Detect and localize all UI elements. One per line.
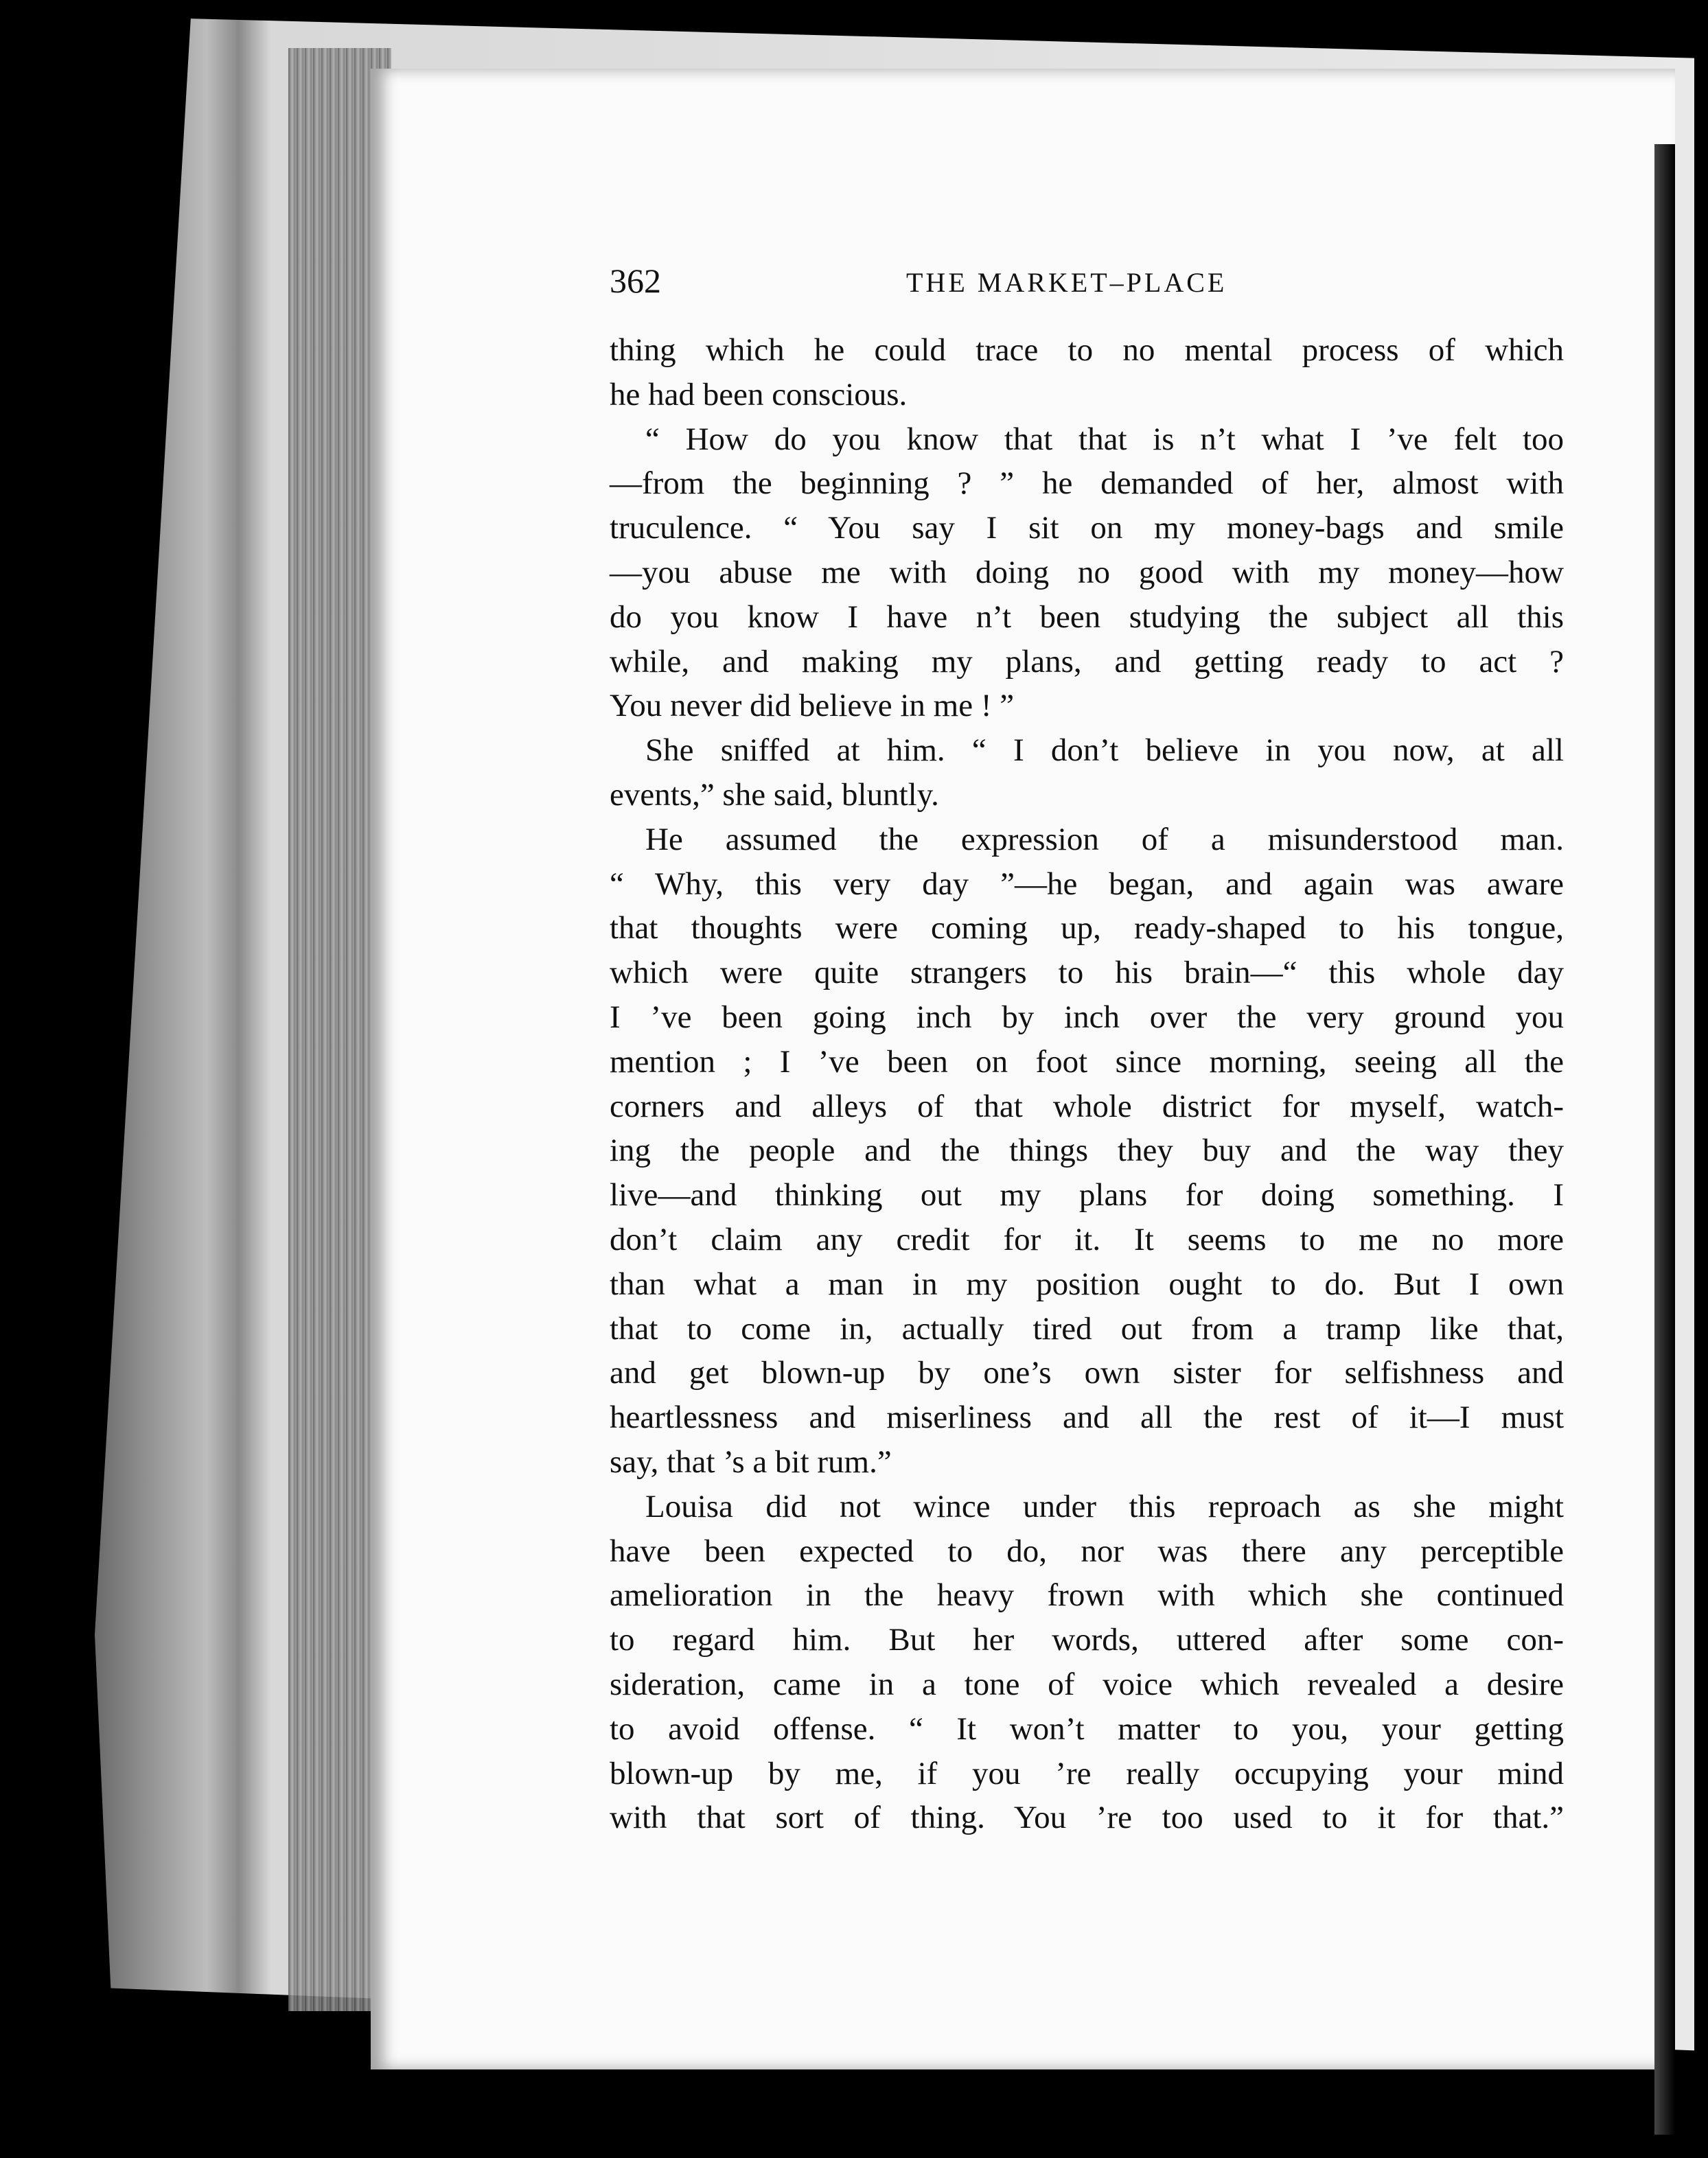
text-line: heartlessness and miserliness and all the rest of it—I must	[610, 1400, 1564, 1436]
text-line: he had been conscious.	[610, 376, 908, 413]
text-line: which were quite strangers to his brain—“ this whole day	[610, 955, 1564, 991]
text-line: with that sort of thing. You ’re too used to it for that.”	[610, 1800, 1564, 1836]
text-line: don’t claim any credit for it. It seems to me no more	[610, 1221, 1564, 1257]
text-line: ing the people and the things they buy and the way they	[610, 1133, 1564, 1169]
text-line: She sniffed at him. “ I don’t believe in you now, at all	[645, 732, 1564, 769]
text-line: blown-up by me, if you ’re really occupying your mind	[610, 1755, 1564, 1791]
text-line: have been expected to do, nor was there any perceptible	[610, 1533, 1564, 1569]
page-header	[610, 261, 1571, 309]
text-line: amelioration in the heavy frown with which she continued	[610, 1577, 1564, 1614]
running-title: THE MARKET–PLACE	[906, 267, 1227, 298]
text-line: “ Why, this very day ”—he began, and again was aware	[610, 866, 1564, 902]
text-line: He assumed the expression of a misunderstood man.	[645, 821, 1564, 857]
text-line: than what a man in my position ought to do. But I own	[610, 1266, 1564, 1302]
text-line: “ How do you know that that is n’t what I ’ve felt too	[645, 421, 1564, 457]
text-line: truculence. “ You say I sit on my money-bags and smile	[610, 510, 1564, 546]
text-line: thing which he could trace to no mental process of which	[610, 332, 1564, 368]
text-line: to avoid offense. “ It won’t matter to you, your getting	[610, 1710, 1564, 1747]
text-line: Louisa did not wince under this reproach as she might	[645, 1488, 1564, 1524]
text-line: corners and alleys of that whole district for myself, watch-	[610, 1088, 1564, 1124]
text-line: —you abuse me with doing no good with my money—how	[610, 554, 1564, 590]
text-line: say, that ’s a bit rum.”	[610, 1443, 892, 1480]
text-line: sideration, came in a tone of voice which revealed a desire	[610, 1666, 1564, 1702]
text-line: do you know I have n’t been studying the subject all this	[610, 599, 1564, 635]
text-line: You never did believe in me ! ”	[610, 688, 1015, 724]
page-number: 362	[610, 262, 661, 300]
text-line: mention ; I ’ve been on foot since morning, seeing all the	[610, 1043, 1564, 1080]
text-line: and get blown-up by one’s own sister for selfishness and	[610, 1355, 1564, 1391]
text-line: live—and thinking out my plans for doing something. I	[610, 1177, 1564, 1214]
text-line: to regard him. But her words, uttered after some con-	[610, 1622, 1564, 1658]
text-line: while, and making my plans, and getting ready to act ?	[610, 643, 1564, 680]
text-line: that to come in, actually tired out from a tramp like that,	[610, 1310, 1564, 1347]
text-line: that thoughts were coming up, ready-shaped to his tongue,	[610, 910, 1564, 947]
text-line: events,” she said, bluntly.	[610, 776, 939, 813]
text-line: —from the beginning ? ” he demanded of her, almost with	[610, 465, 1564, 502]
text-line: I ’ve been going inch by inch over the very ground you	[610, 999, 1564, 1035]
body-text	[610, 328, 1564, 1840]
gutter-shadow	[1654, 144, 1675, 2135]
